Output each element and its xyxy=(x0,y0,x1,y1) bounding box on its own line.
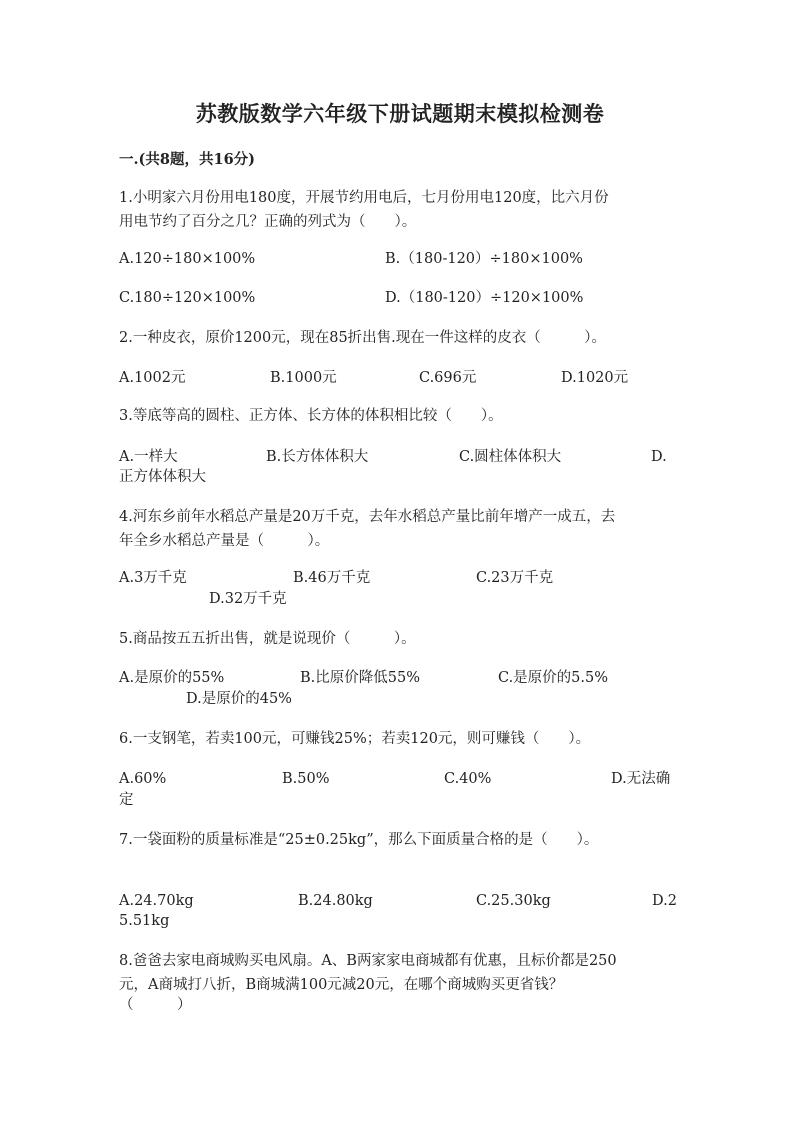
question-6-option-c: C.40% xyxy=(444,771,492,787)
question-8-line-1: 8.爸爸去家电商城购买电风扇。A、B两家家电商城都有优惠，且标价都是250 xyxy=(119,953,617,969)
question-5-option-b: B.比原价降低55% xyxy=(300,670,420,686)
question-7-option-c: C.25.30kg xyxy=(476,893,551,909)
question-3-option-a: A.一样大 xyxy=(119,449,178,465)
question-3-option-d-label: D. xyxy=(651,449,667,465)
question-1-option-a: A.120÷180×100% xyxy=(119,251,256,267)
question-6-option-a: A.60% xyxy=(119,771,167,787)
question-1-option-c: C.180÷120×100% xyxy=(119,290,256,306)
question-4-line-2: 年全乡水稻总产量是（ ）。 xyxy=(119,533,330,549)
question-4-option-c: C.23万千克 xyxy=(476,570,554,586)
question-1-line-2: 用电节约了百分之几？正确的列式为（ ）。 xyxy=(119,214,417,230)
question-1-line-1: 1.小明家六月份用电180度，开展节约用电后，七月份用电120度，比六月份 xyxy=(119,190,609,206)
question-2-option-a: A.1002元 xyxy=(119,370,186,386)
question-4-option-b: B.46万千克 xyxy=(293,570,371,586)
question-7-option-d-text: 5.51kg xyxy=(119,913,170,929)
question-7-line-1: 7.一袋面粉的质量标准是“25±0.25kg”，那么下面质量合格的是（ ）。 xyxy=(119,832,599,848)
question-5-line-1: 5.商品按五五折出售，就是说现价（ ）。 xyxy=(119,631,416,647)
question-7-option-b: B.24.80kg xyxy=(298,893,373,909)
question-7-option-a: A.24.70kg xyxy=(119,893,194,909)
question-6-option-d-text: 定 xyxy=(119,792,134,808)
question-5-option-d: D.是原价的45% xyxy=(186,691,292,707)
question-1-option-d: D.（180-120）÷120×100% xyxy=(385,290,584,306)
document-title: 苏教版数学六年级下册试题期末模拟检测卷 xyxy=(195,101,605,126)
question-8-line-2: 元，A商城打八折，B商城满100元减20元，在哪个商城购买更省钱？ xyxy=(119,977,564,993)
question-5-option-a: A.是原价的55% xyxy=(119,670,225,686)
question-3-option-d-text: 正方体体积大 xyxy=(119,469,206,485)
question-3-option-c: C.圆柱体体积大 xyxy=(459,449,562,465)
question-5-option-c: C.是原价的5.5% xyxy=(498,670,609,686)
question-2-line-1: 2.一种皮衣，原价1200元，现在85折出售.现在一件这样的皮衣（ ）。 xyxy=(119,330,607,346)
question-6-option-d-label: D.无法确 xyxy=(611,771,671,787)
question-4-option-d: D.32万千克 xyxy=(209,591,287,607)
question-4-option-a: A.3万千克 xyxy=(119,570,187,586)
question-3-option-b: B.长方体体积大 xyxy=(266,449,369,465)
question-6-option-b: B.50% xyxy=(282,771,330,787)
question-6-line-1: 6.一支钢笔，若卖100元，可赚钱25%；若卖120元，则可赚钱（ ）。 xyxy=(119,731,591,747)
section-title: 一.(共8题，共16分) xyxy=(119,151,256,168)
question-2-option-b: B.1000元 xyxy=(270,370,337,386)
question-2-option-d: D.1020元 xyxy=(561,370,629,386)
question-8-line-3: （ ） xyxy=(119,997,192,1013)
question-7-option-d-label: D.2 xyxy=(652,893,677,909)
question-3-line-1: 3.等底等高的圆柱、正方体、长方体的体积相比较（ ）。 xyxy=(119,408,503,424)
question-1-option-b: B.（180-120）÷180×100% xyxy=(385,251,583,267)
question-4-line-1: 4.河东乡前年水稻总产量是20万千克，去年水稻总产量比前年增产一成五，去 xyxy=(119,509,616,525)
question-2-option-c: C.696元 xyxy=(419,370,477,386)
